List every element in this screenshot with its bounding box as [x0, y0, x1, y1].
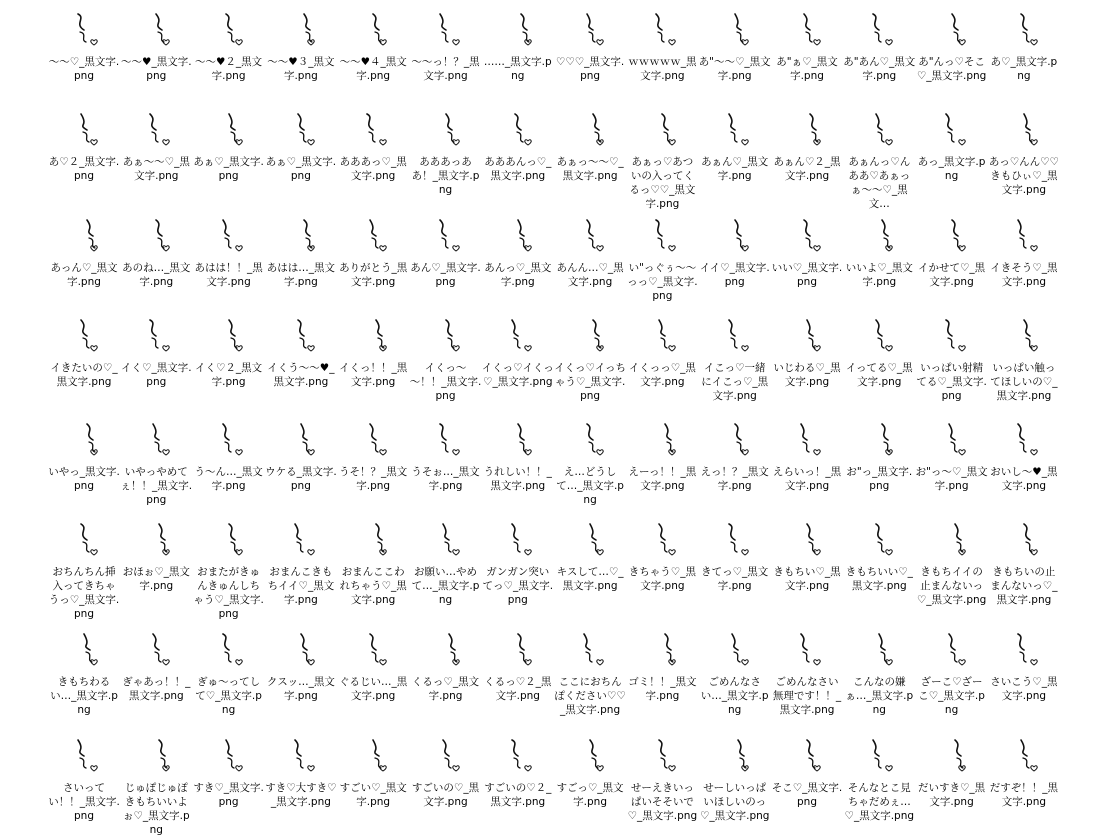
file-name-label: すき♡_黒文字.png [193, 782, 264, 808]
image-thumbnail [570, 628, 610, 668]
image-thumbnail [426, 628, 466, 668]
image-thumbnail [209, 418, 249, 458]
file-name-label: イくっ～～！！_黒文字.png [409, 362, 482, 402]
image-thumbnail [136, 314, 176, 354]
file-name-label: ゴミ！！_黒文字.png [628, 676, 697, 702]
file-name-label: あはは…_黒文字.png [266, 262, 336, 288]
file-name-label: ｗｗｗｗｗ_黒文字.png [628, 56, 697, 82]
image-thumbnail [715, 418, 755, 458]
image-thumbnail [859, 108, 899, 148]
image-thumbnail [1004, 214, 1044, 254]
image-thumbnail [932, 418, 972, 458]
file-name-label: ぎゃあっ！！_黒文字.png [122, 676, 191, 702]
image-thumbnail [570, 518, 610, 558]
image-thumbnail [1004, 418, 1044, 458]
image-thumbnail [426, 518, 466, 558]
image-thumbnail [932, 214, 972, 254]
image-thumbnail [353, 628, 393, 668]
image-thumbnail [136, 628, 176, 668]
file-name-label: ♡♡♡_黒文字.png [555, 56, 625, 82]
file-name-label: いやっやめてぇ！！_黒文字.png [120, 466, 193, 506]
file-name-label: う～ん…_黒文字.png [194, 466, 263, 492]
image-thumbnail [932, 628, 972, 668]
file-name-label: ～～♥４_黒文字.png [339, 56, 407, 82]
file-name-label: きもちイイの止まんないっ♡_黒文字.png [916, 566, 987, 606]
image-thumbnail [281, 214, 321, 254]
image-thumbnail [281, 314, 321, 354]
image-thumbnail [570, 8, 610, 48]
image-thumbnail [859, 518, 899, 558]
image-thumbnail [642, 8, 682, 48]
image-thumbnail [498, 418, 538, 458]
file-name-label: あぁ♡_黒文字.png [193, 156, 264, 182]
file-name-label: いやっ_黒文字.png [48, 466, 120, 492]
file-name-label: おまたがきゅんきゅんしちゃう♡_黒文字.png [193, 566, 264, 620]
file-name-label: あああんっ♡_黒文字.png [484, 156, 552, 182]
image-thumbnail [498, 734, 538, 774]
file-name-label: おちんちん挿入ってきちゃうっ♡_黒文字.png [48, 566, 120, 620]
image-thumbnail [498, 628, 538, 668]
file-name-label: イく♡_黒文字.png [121, 362, 192, 388]
file-name-label: いっぱい触ってほしいの♡_黒文字.png [990, 362, 1058, 402]
image-thumbnail [64, 418, 104, 458]
image-thumbnail [209, 8, 249, 48]
file-name-label: イくう～～♥_黒文字.png [267, 362, 335, 388]
image-thumbnail [1004, 628, 1044, 668]
file-name-label: あぁっ～～♡_黒文字.png [556, 156, 624, 182]
image-thumbnail [136, 734, 176, 774]
file-name-label: きもちわるい…_黒文字.png [50, 676, 118, 716]
image-thumbnail [64, 108, 104, 148]
file-name-label: イくっ！！_黒文字.png [339, 362, 408, 388]
image-thumbnail [353, 8, 393, 48]
file-name-label: イきそう♡_黒文字.png [990, 262, 1058, 288]
file-name-label: そこ♡_黒文字.png [771, 782, 843, 808]
image-thumbnail [787, 418, 827, 458]
file-name-label: ～～♥_黒文字.png [121, 56, 192, 82]
file-name-label: クスッ…_黒文字.png [266, 676, 335, 702]
image-thumbnail [642, 108, 682, 148]
image-thumbnail [642, 518, 682, 558]
image-thumbnail [426, 418, 466, 458]
file-name-label: くるっ♡_黒文字.png [411, 676, 480, 702]
file-name-label: いじわる♡_黒文字.png [773, 362, 841, 388]
file-name-label: あぁん♡_黒文字.png [701, 156, 769, 182]
file-name-label: すごいの♡２_黒文字.png [484, 782, 552, 808]
image-thumbnail [426, 734, 466, 774]
file-name-label: イかせて♡_黒文字.png [918, 262, 986, 288]
file-name-label: あぁん♡２_黒文字.png [773, 156, 841, 182]
image-thumbnail [136, 214, 176, 254]
image-thumbnail [498, 314, 538, 354]
image-thumbnail [932, 314, 972, 354]
file-name-label: せーえきいっぱいそそいで♡_黒文字.png [627, 782, 698, 822]
file-name-label: えらいっ！_黒文字.png [772, 466, 842, 492]
file-name-label: あ"～～♡_黒文字.png [698, 56, 771, 82]
file-name-label: いっぱい射精てる♡_黒文字.png [916, 362, 987, 402]
file-name-label: お"っ～♡_黒文字.png [915, 466, 988, 492]
image-thumbnail [64, 314, 104, 354]
file-name-label: うれしい！！_黒文字.png [483, 466, 552, 492]
image-thumbnail [859, 8, 899, 48]
image-thumbnail [715, 314, 755, 354]
file-name-label: いいよ♡_黒文字.png [845, 262, 913, 288]
file-name-label: ～～っ！？_黒文字.png [411, 56, 480, 82]
file-name-label: ぎゅ～ってして♡_黒文字.png [195, 676, 262, 716]
file-name-label: イイ♡_黒文字.png [699, 262, 770, 288]
image-thumbnail [715, 214, 755, 254]
image-thumbnail [642, 418, 682, 458]
image-thumbnail [787, 518, 827, 558]
image-thumbnail [570, 214, 610, 254]
image-thumbnail [570, 734, 610, 774]
image-thumbnail [209, 314, 249, 354]
file-name-label: さいってい！！_黒文字.png [48, 782, 120, 822]
image-thumbnail [859, 314, 899, 354]
image-thumbnail [209, 518, 249, 558]
image-thumbnail [715, 8, 755, 48]
image-thumbnail [715, 108, 755, 148]
file-name-label: ～～♡_黒文字.png [48, 56, 120, 82]
image-thumbnail [498, 8, 538, 48]
file-name-label: イくっっ♡_黒文字.png [628, 362, 696, 388]
file-name-label: おまんこきもちイイ♡_黒文字.png [267, 566, 335, 606]
image-thumbnail [353, 418, 393, 458]
file-name-label: あっ♡んん♡♡きもひぃ♡_黒文字.png [988, 156, 1059, 196]
file-name-label: せーしいっぱいほしいのっ♡_黒文字.png [699, 782, 770, 822]
image-thumbnail [1004, 734, 1044, 774]
file-name-label: きてっ♡_黒文字.png [701, 566, 769, 592]
file-name-label: お"っ_黒文字.png [846, 466, 913, 492]
image-thumbnail [353, 734, 393, 774]
file-name-label: あんん…♡_黒文字.png [556, 262, 624, 288]
image-thumbnail [64, 214, 104, 254]
image-thumbnail [787, 8, 827, 48]
image-thumbnail [787, 734, 827, 774]
image-thumbnail [281, 8, 321, 48]
image-thumbnail [932, 518, 972, 558]
image-thumbnail [426, 108, 466, 148]
image-thumbnail [64, 8, 104, 48]
file-name-label: おまんここわれちゃう♡_黒文字.png [339, 566, 407, 606]
file-name-label: あ"んっ♡そこ♡_黒文字.png [916, 56, 987, 82]
file-name-label: すごい♡_黒文字.png [339, 782, 407, 808]
file-name-label: あはは！！_黒文字.png [194, 262, 263, 288]
file-name-label: あんっ♡_黒文字.png [484, 262, 552, 288]
image-thumbnail [932, 108, 972, 148]
image-thumbnail [715, 628, 755, 668]
file-name-label: さいこう♡_黒文字.png [990, 676, 1058, 702]
file-name-label: お願い…やめて…_黒文字.png [411, 566, 480, 606]
file-name-label: そんなとこ見ちゃだめぇ…♡_黒文字.png [844, 782, 915, 822]
image-thumbnail [642, 734, 682, 774]
file-name-label: あああっ♡_黒文字.png [339, 156, 407, 182]
image-thumbnail [570, 108, 610, 148]
image-thumbnail [426, 8, 466, 48]
image-thumbnail [281, 518, 321, 558]
file-name-label: あん♡_黒文字.png [410, 262, 481, 288]
file-name-label: だすぞ！！_黒文字.png [989, 782, 1059, 808]
image-thumbnail [787, 628, 827, 668]
image-thumbnail [136, 8, 176, 48]
image-thumbnail [136, 418, 176, 458]
image-thumbnail [136, 518, 176, 558]
file-name-label: あぁ♡_黒文字.png [265, 156, 337, 182]
image-thumbnail [209, 628, 249, 668]
file-name-label: すごっ♡_黒文字.png [556, 782, 624, 808]
file-name-label: きもちいの止まんないっ♡_黒文字.png [990, 566, 1058, 606]
file-name-label: いい♡_黒文字.png [771, 262, 843, 288]
image-thumbnail [1004, 314, 1044, 354]
image-thumbnail [932, 734, 972, 774]
image-thumbnail [859, 418, 899, 458]
file-name-label: ……_黒文字.png [483, 56, 552, 82]
file-name-label: きちゃう♡_黒文字.png [628, 566, 696, 592]
file-name-label: うそ！？_黒文字.png [339, 466, 408, 492]
file-name-label: あのね…_黒文字.png [122, 262, 191, 288]
file-name-label: ～～♥２_黒文字.png [195, 56, 263, 82]
image-thumbnail [1004, 518, 1044, 558]
file-name-label: あ"ぁ♡_黒文字.png [776, 56, 838, 82]
image-thumbnail [353, 314, 393, 354]
file-name-label: イってる♡_黒文字.png [845, 362, 913, 388]
file-name-label: ウケる_黒文字.png [265, 466, 337, 492]
file-name-label: じゅぽじゅぽきもちいいよぉ♡_黒文字.png [122, 782, 190, 836]
file-name-label: すごいの♡_黒文字.png [411, 782, 480, 808]
file-name-label: ガンガン突いてっ♡_黒文字.png [482, 566, 554, 606]
file-name-label: え…どうして…_黒文字.png [556, 466, 624, 506]
image-thumbnail [136, 108, 176, 148]
file-name-label: あぁっ♡あついの入ってくるっ♡♡_黒文字.png [629, 156, 696, 210]
file-name-label: イくっ♡イっちゃう♡_黒文字.png [554, 362, 626, 402]
file-name-label: イこっ♡一緒にイこっ♡_黒文字.png [701, 362, 769, 402]
file-name-label: ごめんなさい…_黒文字.png [700, 676, 769, 716]
file-name-label: イく♡２_黒文字.png [195, 362, 263, 388]
file-name-label: あ"あん♡_黒文字.png [843, 56, 916, 82]
image-thumbnail [353, 108, 393, 148]
image-thumbnail [498, 518, 538, 558]
image-thumbnail [498, 108, 538, 148]
file-name-label: おほぉ♡_黒文字.png [122, 566, 190, 592]
image-thumbnail [787, 214, 827, 254]
image-thumbnail [281, 734, 321, 774]
image-thumbnail [64, 734, 104, 774]
file-name-label: すき♡大すき♡_黒文字.png [265, 782, 337, 808]
image-thumbnail [859, 214, 899, 254]
file-name-label: あぁ～～♡_黒文字.png [122, 156, 190, 182]
image-thumbnail [642, 628, 682, 668]
file-name-label: イきたいの♡_黒文字.png [50, 362, 118, 388]
file-name-label: い"っぐぅ～～っっ♡_黒文字.png [627, 262, 698, 302]
file-name-label: ありがとう_黒文字.png [339, 262, 408, 288]
image-thumbnail [570, 314, 610, 354]
file-name-label: ここにおちんぽください♡♡_黒文字.png [554, 676, 626, 716]
file-name-label: あぁんっ♡んああ♡あぁっぁ～～♡_黒文… [848, 156, 911, 210]
file-name-label: くるっ♡２_黒文字.png [484, 676, 552, 702]
image-thumbnail [859, 734, 899, 774]
file-name-label: あっん♡_黒文字.png [50, 262, 118, 288]
image-thumbnail [642, 314, 682, 354]
file-name-label: だいすき♡_黒文字.png [918, 782, 986, 808]
file-name-label: こんなの嫌ぁ…_黒文字.png [845, 676, 914, 716]
image-thumbnail [353, 518, 393, 558]
image-thumbnail [787, 108, 827, 148]
image-thumbnail [1004, 8, 1044, 48]
image-thumbnail [281, 628, 321, 668]
image-thumbnail [1004, 108, 1044, 148]
image-thumbnail [209, 214, 249, 254]
file-name-label: ざーこ♡ざーこ♡_黒文字.png [918, 676, 985, 716]
file-name-label: えっ！？_黒文字.png [700, 466, 769, 492]
image-thumbnail [353, 214, 393, 254]
image-thumbnail [859, 628, 899, 668]
image-thumbnail [715, 734, 755, 774]
file-name-label: うそぉ…_黒文字.png [411, 466, 480, 492]
image-thumbnail [281, 418, 321, 458]
file-name-label: ぐるじい…_黒文字.png [339, 676, 408, 702]
image-thumbnail [642, 214, 682, 254]
file-name-label: きもちいい♡_黒文字.png [845, 566, 913, 592]
image-thumbnail [498, 214, 538, 254]
image-thumbnail [570, 418, 610, 458]
file-name-label: きもちい♡_黒文字.png [773, 566, 841, 592]
image-thumbnail [209, 734, 249, 774]
image-thumbnail [281, 108, 321, 148]
image-thumbnail [715, 518, 755, 558]
file-name-label: えーっ！！_黒文字.png [628, 466, 697, 492]
image-thumbnail [932, 8, 972, 48]
file-name-label: あ♡２_黒文字.png [48, 156, 120, 182]
file-name-label: イくっ♡イくっ♡_黒文字.png [481, 362, 554, 388]
file-name-label: キスして…♡_黒文字.png [556, 566, 624, 592]
file-name-label: あ♡_黒文字.png [990, 56, 1058, 82]
file-name-label: ごめんなさい無理です！！_黒文字.png [772, 676, 842, 716]
file-name-label: おいし～♥_黒文字.png [990, 466, 1058, 492]
image-thumbnail [64, 518, 104, 558]
image-thumbnail [426, 314, 466, 354]
image-thumbnail [787, 314, 827, 354]
file-name-label: あっ_黒文字.png [917, 156, 986, 182]
image-thumbnail [426, 214, 466, 254]
file-name-label: あああっああ！_黒文字.png [411, 156, 480, 196]
image-thumbnail [209, 108, 249, 148]
file-name-label: ～～♥３_黒文字.png [267, 56, 335, 82]
image-thumbnail [64, 628, 104, 668]
